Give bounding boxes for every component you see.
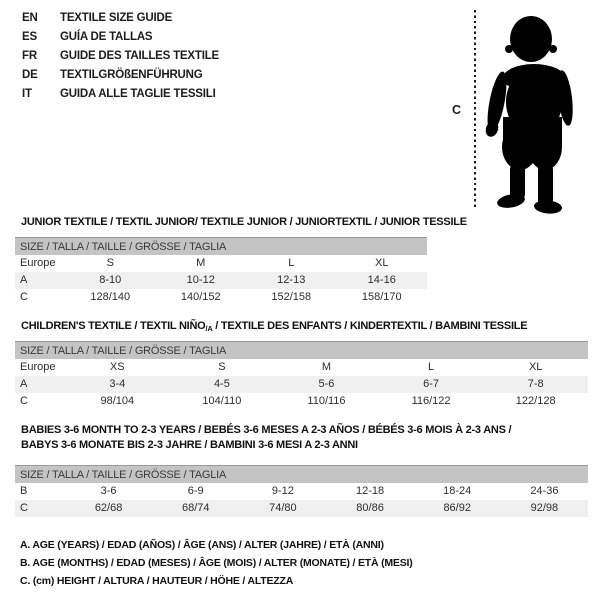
language-row (22, 66, 219, 85)
footnote-age-months: B. AGE (MONTHS) / EDAD (MESES) / ÂGE (MOIS) / ALTER (MONATE) / ETÀ (MESI) (20, 557, 413, 569)
size-cell: L (288, 257, 295, 269)
size-cell: M (196, 257, 206, 269)
value-cell: 5-6 (274, 376, 379, 393)
size-cell: XS (109, 361, 125, 373)
babies-section-title (21, 423, 586, 453)
value-cell: 80/86 (326, 500, 413, 517)
value-cell: 14-16 (337, 272, 428, 289)
value-cell: 152/158 (271, 291, 312, 303)
row-label: Europe (20, 361, 56, 373)
table-row-age (15, 272, 427, 289)
value-cell: 86/92 (414, 500, 501, 517)
size-cell: L (428, 361, 435, 373)
language-label: TEXTILGRÖßENFÜHRUNG (60, 69, 203, 81)
language-code: ES (22, 31, 37, 43)
language-code: DE (22, 69, 38, 81)
size-cell: M (321, 361, 332, 373)
language-label: GUIDE DES TAILLES TEXTILE (60, 50, 219, 62)
size-header-bar: SIZE / TALLA / TAILLE / GRÖSSE / TAGLIA (15, 238, 427, 256)
value-cell: 9-12 (271, 485, 294, 497)
table-row-height (15, 393, 588, 410)
value-cell: 74/80 (239, 500, 326, 517)
value-cell: 110/116 (307, 395, 346, 407)
babies-size-table (15, 465, 588, 517)
value-cell: 6-7 (379, 376, 484, 393)
value-cell: 140/152 (180, 291, 221, 303)
value-cell: 122/128 (515, 395, 556, 407)
value-cell: 98/104 (100, 395, 135, 407)
junior-size-table (15, 237, 427, 306)
row-label: C (20, 291, 28, 303)
junior-section-title: JUNIOR TEXTILE / TEXTIL JUNIOR/ TEXTILE JUNIOR / JUNIORTEXTIL / JUNIOR TESSILE (21, 216, 467, 228)
value-cell: 8-10 (65, 272, 156, 289)
value-cell: 62/68 (65, 500, 152, 517)
language-code: FR (22, 50, 37, 62)
row-label: A (15, 272, 65, 289)
value-cell: 158/170 (361, 291, 402, 303)
size-cell: XL (528, 361, 543, 373)
height-measure-dashed-line (474, 10, 476, 210)
value-cell: 128/140 (90, 291, 131, 303)
row-label: Europe (20, 257, 56, 269)
table-row-europe (15, 359, 588, 376)
footnotes (20, 536, 413, 590)
value-cell: 3-4 (65, 376, 170, 393)
language-code: IT (22, 88, 32, 100)
size-header-bar: SIZE / TALLA / TAILLE / GRÖSSE / TAGLIA (15, 342, 588, 360)
value-cell: 6-9 (187, 485, 204, 497)
language-code: EN (22, 12, 38, 24)
children-title-pre: CHILDREN'S TEXTILE / TEXTIL NIÑO (21, 320, 206, 332)
value-cell: 104/110 (202, 395, 242, 407)
size-cell: S (218, 361, 226, 373)
value-cell: 3-6 (100, 485, 117, 497)
row-label: B (20, 485, 28, 497)
baby-silhouette-icon (482, 7, 582, 215)
row-label: C (20, 395, 28, 407)
language-list (22, 9, 219, 104)
babies-title-line2: BABYS 3-6 MONATE BIS 2-3 JAHRE / BAMBINI 3-6 MESI A 2-3 ANNI (21, 439, 358, 451)
table-row-europe (15, 255, 427, 272)
table-row-height (15, 500, 588, 517)
children-title-post: / TEXTILE DES ENFANTS / KINDERTEXTIL / BAMBINI TESSILE (212, 320, 528, 332)
language-row (22, 28, 219, 47)
size-cell: S (106, 257, 114, 269)
children-size-table (15, 341, 588, 410)
children-section-title (21, 320, 527, 333)
value-cell: 4-5 (170, 376, 275, 393)
value-cell: 10-12 (156, 272, 247, 289)
row-label: A (15, 376, 65, 393)
language-row (22, 9, 219, 28)
footnote-height-cm: C. (cm) HEIGHT / ALTURA / HAUTEUR / HÖHE / ALTEZZA (20, 575, 294, 587)
value-cell: 116/122 (411, 395, 451, 407)
value-cell: 7-8 (483, 376, 588, 393)
babies-title-line1: BABIES 3-6 MONTH TO 2-3 YEARS / BEBÉS 3-6 MESES A 2-3 AÑOS / BÉBÉS 3-6 MOIS À 2-3 ANS / (21, 424, 512, 436)
table-row-months (15, 483, 588, 500)
language-label: GUIDA ALLE TAGLIE TESSILI (60, 88, 216, 100)
table-row-height (15, 289, 427, 306)
size-cell: XL (375, 257, 389, 269)
value-cell: 18-24 (443, 485, 472, 497)
language-row (22, 85, 219, 104)
size-header-bar: SIZE / TALLA / TAILLE / GRÖSSE / TAGLIA (15, 466, 588, 484)
language-label: GUÍA DE TALLAS (60, 31, 153, 43)
table-row-age (15, 376, 588, 393)
value-cell: 12-18 (355, 485, 385, 497)
children-title-subscript: /A (205, 324, 213, 333)
value-cell: 24-36 (530, 485, 559, 497)
height-measure-label: C (452, 103, 462, 117)
value-cell: 68/74 (152, 500, 239, 517)
value-cell: 92/98 (501, 500, 588, 517)
value-cell: 12-13 (246, 272, 337, 289)
row-label: C (15, 500, 65, 517)
footnote-age-years: A. AGE (YEARS) / EDAD (AÑOS) / ÂGE (ANS) / ALTER (JAHRE) / ETÀ (ANNI) (20, 539, 384, 551)
language-label: TEXTILE SIZE GUIDE (60, 12, 173, 24)
language-row (22, 47, 219, 66)
